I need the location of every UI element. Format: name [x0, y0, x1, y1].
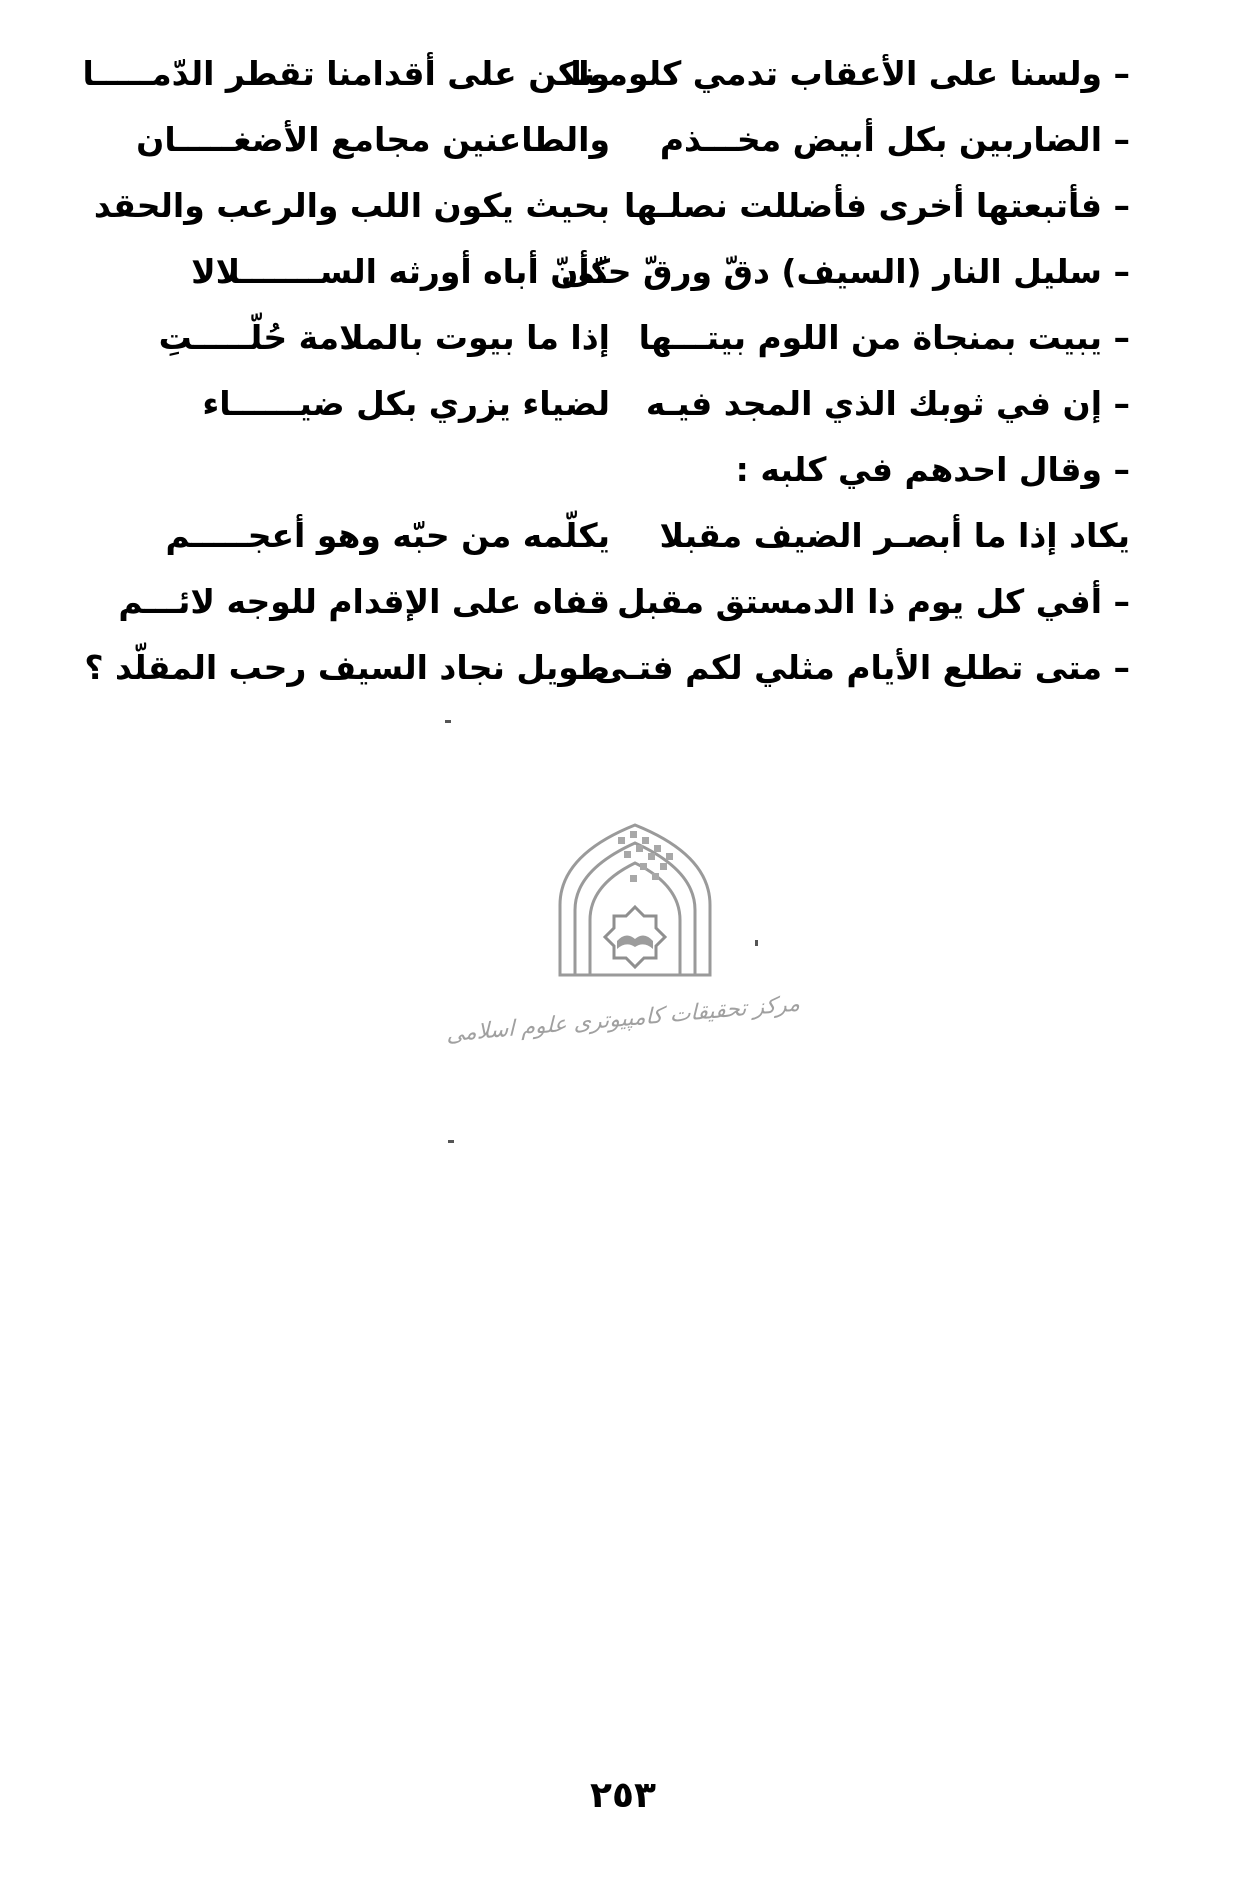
scan-speck [445, 720, 451, 723]
watermark-caption: مرکز تحقیقات کامپیوتری علوم اسلامی [446, 991, 800, 1048]
hemistich-first: – إن في ثوبك الذي المجد فيـه [645, 383, 1130, 423]
hemistich-second: بحيث يكون اللب والرعب والحقد [93, 185, 610, 225]
hemistich-first: – ولسنا على الأعقاب تدمي كلومـنا [570, 53, 1130, 93]
intro-text: – وقال احدهم في كلبه : [735, 449, 1130, 489]
verse-line [140, 238, 1130, 304]
verse-line [82, 40, 1130, 106]
verse-line [140, 502, 1130, 568]
watermark [446, 815, 800, 1065]
verse-line [118, 568, 1130, 634]
hemistich-first: – فأتبعتها أخرى فأضللت نصلـها [623, 185, 1130, 225]
hemistich-first: يكاد إذا ما أبصـر الضيف مقبلا [659, 515, 1130, 555]
verse-line [93, 172, 1130, 238]
hemistich-first: – متى تطلع الأيام مثلي لكم فتـى [593, 647, 1130, 687]
hemistich-second: إذا ما بيوت بالملامة حُلّـــــتِ [158, 317, 610, 357]
hemistich-first: – الضاربين بكل أبيض مخـــذم [659, 119, 1130, 159]
verse-line [84, 634, 1130, 700]
hemistich-second: لضياء يزري بكل ضيــــــاء [202, 383, 610, 423]
hemistich-first: – أفي كل يوم ذا الدمستق مقبل [617, 581, 1130, 621]
page-number: ٢٥٣ [590, 1775, 656, 1816]
hemistich-second: طويل نجاد السيف رحب المقلّد ؟ [84, 647, 610, 687]
scan-speck [448, 1140, 454, 1143]
verse-line [136, 106, 1130, 172]
intro-line [140, 436, 1130, 502]
hemistich-second: ولكن على أقدامنا تقطر الدّمـــــا [82, 53, 610, 93]
verse-line [140, 304, 1130, 370]
hemistich-second: يكلّمه من حبّه وهو أعجـــــم [165, 515, 610, 555]
hemistich-second: قفاه على الإقدام للوجه لائـــم [118, 581, 610, 621]
hemistich-second: كأنّ أباه أورثه الســـــــلالا [191, 251, 610, 291]
poem-block [82, 40, 1130, 700]
verse-line [140, 370, 1130, 436]
hemistich-second: والطاعنين مجامع الأضغـــــان [136, 119, 610, 159]
hemistich-first: – سليل النار (السيف) دقّ ورقّ حتّى [560, 251, 1130, 291]
hemistich-first: – يبيت بمنجاة من اللوم بيتـــها [638, 317, 1130, 357]
